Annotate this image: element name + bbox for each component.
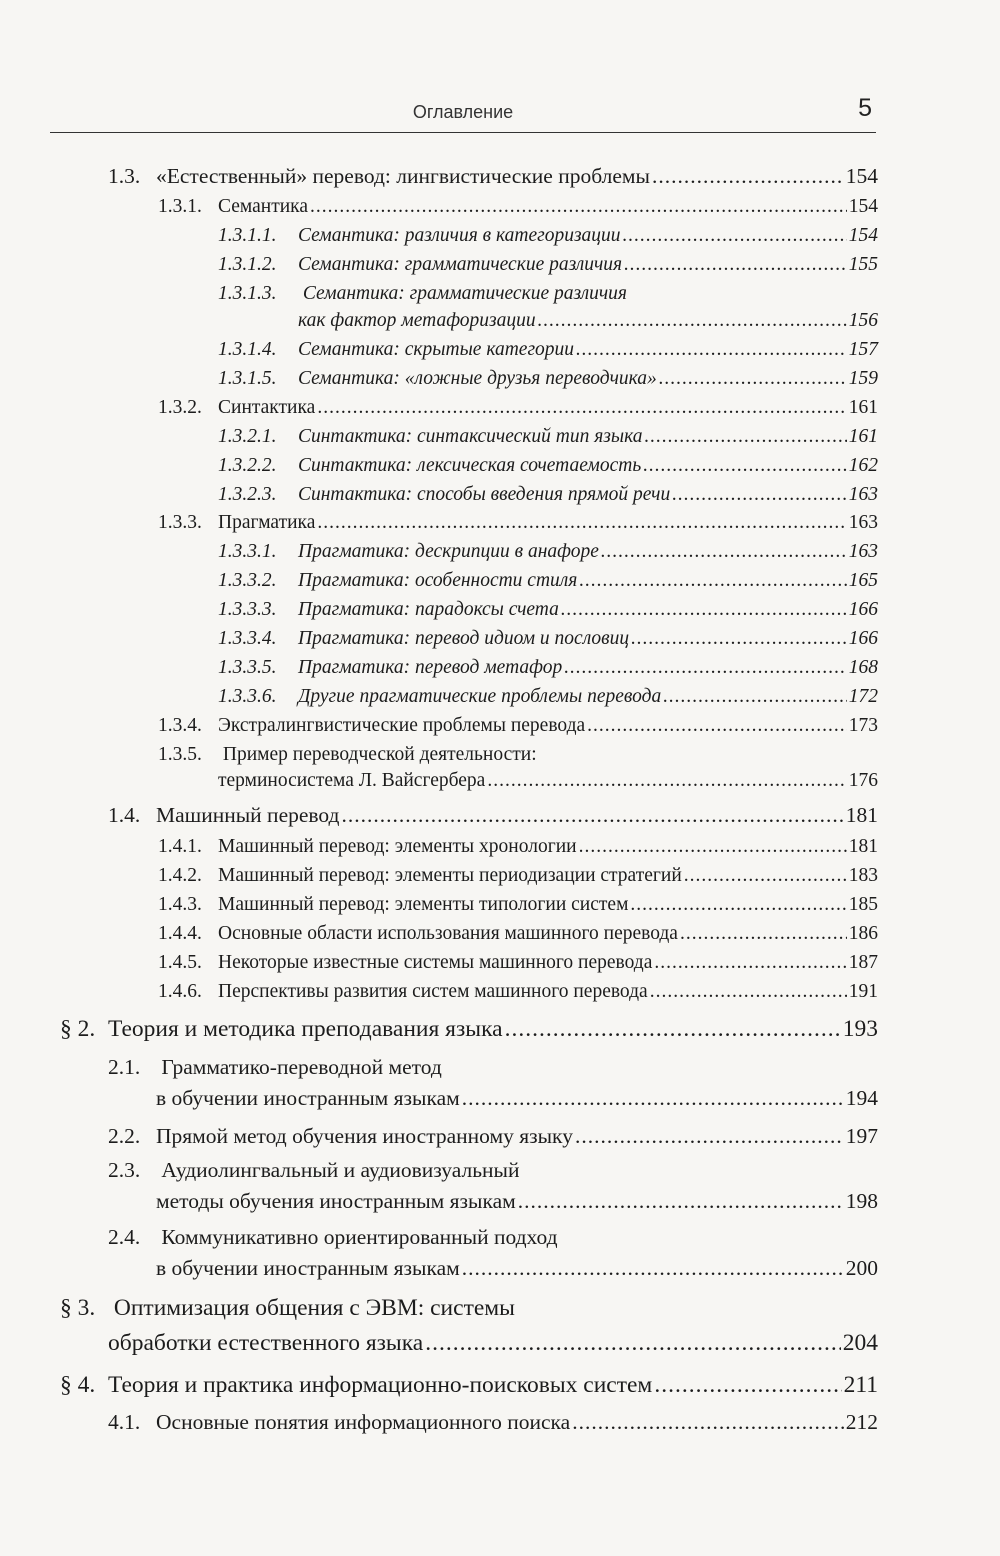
entry-page: 163 (848, 484, 878, 505)
entry-page: 183 (848, 865, 878, 886)
entry-title: Семантика: скрытые категории (298, 339, 575, 360)
page-header (50, 92, 876, 133)
entry-title-continuation: методы обучения иностранным языкам (156, 1189, 516, 1213)
dot-leader (650, 981, 847, 1003)
entry-page: 172 (848, 686, 878, 707)
entry-title-continuation: в обучении иностранным языкам (156, 1086, 460, 1110)
entry-page: 193 (842, 1016, 878, 1042)
toc-entry-first-line[interactable] (60, 1295, 515, 1322)
dot-leader (680, 923, 847, 945)
entry-page: 157 (848, 339, 878, 360)
toc-entry[interactable] (218, 570, 878, 592)
entry-number: 2.3. (108, 1158, 141, 1182)
dot-leader (341, 803, 843, 828)
entry-title: Синтактика: лексическая сочетаемость (298, 455, 642, 476)
dot-leader (644, 426, 846, 448)
dot-leader (654, 952, 846, 974)
dot-leader (572, 1410, 844, 1435)
toc-entry[interactable] (108, 1124, 878, 1149)
entry-title: Оптимизация общения с ЭВМ: системы (113, 1295, 515, 1321)
entry-number: 1.3.1.5. (218, 368, 277, 389)
entry-number: 1.3. (108, 164, 141, 188)
entry-page: 181 (848, 836, 878, 857)
entry-page: 163 (848, 541, 878, 562)
entry-number: 1.3.1.3. (218, 283, 277, 304)
toc-entry[interactable] (218, 426, 878, 448)
entry-number: 1.3.2.1. (218, 426, 277, 447)
dot-leader (672, 484, 847, 506)
toc-entry[interactable] (158, 512, 878, 534)
entry-number: 1.3.5. (158, 744, 202, 765)
dot-leader (601, 541, 847, 563)
entry-page: 154 (848, 225, 878, 246)
entry-title: Семантика (218, 196, 308, 217)
entry-title: Аудиолингвальный и аудиовизуальный (161, 1158, 520, 1182)
entry-page: 197 (845, 1124, 878, 1148)
entry-page: 173 (848, 715, 878, 736)
entry-number: § 4. (60, 1372, 96, 1398)
entry-title: Синтактика (218, 397, 316, 418)
toc-entry[interactable] (156, 1256, 878, 1281)
toc-entry[interactable] (60, 1372, 878, 1399)
toc-entry[interactable] (218, 599, 878, 621)
entry-title: Теория и методика преподавания языка (108, 1016, 503, 1042)
dot-leader (462, 1256, 844, 1281)
toc-entry[interactable] (108, 1410, 878, 1435)
entry-title: Прагматика: дескрипции в анафоре (298, 541, 599, 562)
dot-leader (630, 894, 846, 916)
toc-entry[interactable] (108, 803, 878, 828)
entry-title: Синтактика: способы введения прямой речи (298, 484, 671, 505)
dot-leader (659, 368, 847, 390)
entry-number: 1.4.5. (158, 952, 202, 973)
entry-number: 1.4. (108, 803, 141, 827)
toc-entry[interactable] (108, 1330, 878, 1357)
entry-title: Машинный перевод: элементы хронологии (218, 836, 577, 857)
toc-entry[interactable] (158, 715, 878, 737)
entry-title: Семантика: «ложные друзья переводчика» (298, 368, 657, 389)
entry-page: 176 (848, 770, 878, 791)
entry-page: 211 (843, 1372, 878, 1398)
toc-entry[interactable] (158, 836, 878, 858)
toc-entry[interactable] (298, 310, 878, 332)
dot-leader (564, 657, 847, 679)
dot-leader (579, 570, 846, 592)
dot-leader (643, 455, 847, 477)
entry-title-continuation: терминосистема Л. Вайсгербера (218, 770, 486, 791)
toc-entry[interactable] (218, 628, 878, 650)
entry-number: 1.3.3.2. (218, 570, 277, 591)
entry-page: 154 (845, 164, 878, 188)
entry-page: 187 (848, 952, 878, 973)
entry-number: 1.3.3.3. (218, 599, 277, 620)
dot-leader (684, 865, 847, 887)
entry-page: 159 (848, 368, 878, 389)
running-title: Оглавление (412, 102, 514, 122)
toc-entry[interactable] (158, 397, 878, 419)
entry-title: Некоторые известные системы машинного перевода (218, 952, 653, 973)
entry-page: 204 (842, 1330, 878, 1356)
entry-number: 1.3.3.5. (218, 657, 277, 678)
entry-title: Прагматика (218, 512, 316, 533)
dot-leader (575, 1124, 844, 1149)
dot-leader (624, 254, 847, 276)
entry-title: Экстралингвистические проблемы перевода (218, 715, 586, 736)
entry-number: 1.3.1.2. (218, 254, 277, 275)
entry-page: 200 (845, 1256, 878, 1280)
entry-title: «Естественный» перевод: лингвистические проблемы (156, 164, 650, 188)
entry-page: 186 (848, 923, 878, 944)
entry-page: 166 (848, 628, 878, 649)
entry-number: 1.3.3.4. (218, 628, 277, 649)
entry-page: 185 (848, 894, 878, 915)
entry-title: Грамматико-переводной метод (161, 1055, 442, 1079)
toc-entry[interactable] (156, 1189, 878, 1214)
toc-entry[interactable] (158, 196, 878, 218)
entry-page: 168 (848, 657, 878, 678)
entry-page: 212 (845, 1410, 878, 1434)
entry-page: 165 (848, 570, 878, 591)
toc-entry-first-line[interactable] (218, 283, 627, 305)
entry-title: Машинный перевод: элементы периодизации стратегий (218, 865, 682, 886)
entry-title: Машинный перевод (156, 803, 340, 827)
dot-leader (587, 715, 847, 737)
entry-title: Синтактика: синтаксический тип языка (298, 426, 643, 447)
entry-title: Машинный перевод: элементы типологии систем (218, 894, 629, 915)
entry-number: 1.3.1.4. (218, 339, 277, 360)
toc-entry[interactable] (158, 923, 878, 945)
entry-number: 2.1. (108, 1055, 141, 1079)
entry-number: 1.3.3.6. (218, 686, 277, 707)
entry-page: 163 (848, 512, 878, 533)
entry-page: 194 (845, 1086, 878, 1110)
toc-entry[interactable] (218, 770, 878, 792)
entry-title: Прагматика: перевод идиом и пословиц (298, 628, 630, 649)
entry-number: 1.4.4. (158, 923, 202, 944)
dot-leader (623, 225, 847, 247)
entry-title: Семантика: различия в категоризации (298, 225, 621, 246)
entry-title: Теория и практика информационно-поисковых систем (108, 1372, 653, 1398)
entry-number: 1.4.1. (158, 836, 202, 857)
entry-title: Семантика: грамматические различия (302, 283, 627, 304)
entry-page: 166 (848, 599, 878, 620)
entry-number: 2.2. (108, 1124, 141, 1148)
entry-title: Прагматика: парадоксы счета (298, 599, 559, 620)
entry-number: 1.3.3.1. (218, 541, 277, 562)
entry-number: 1.4.6. (158, 981, 202, 1002)
toc-entry[interactable] (156, 1086, 878, 1111)
toc-entry[interactable] (218, 339, 878, 361)
dot-leader (652, 164, 844, 189)
entry-number: 1.3.2. (158, 397, 202, 418)
dot-leader (663, 686, 847, 708)
toc-entry[interactable] (158, 952, 878, 974)
toc-entry-first-line[interactable] (108, 1158, 519, 1183)
toc-entry[interactable] (108, 164, 878, 189)
entry-number: 1.3.1. (158, 196, 202, 217)
toc-entry[interactable] (218, 455, 878, 477)
toc-entry[interactable] (218, 254, 878, 276)
dot-leader (518, 1189, 844, 1214)
toc-entry[interactable] (218, 541, 878, 563)
dot-leader (654, 1372, 841, 1399)
toc-entry[interactable] (60, 1016, 878, 1043)
toc-entry[interactable] (218, 484, 878, 506)
dot-leader (462, 1086, 844, 1111)
dot-leader (317, 512, 846, 534)
toc-entry[interactable] (218, 368, 878, 390)
entry-number: § 2. (60, 1016, 96, 1042)
dot-leader (505, 1016, 841, 1043)
entry-number: 1.4.2. (158, 865, 202, 886)
entry-title: Прагматика: особенности стиля (298, 570, 578, 591)
entry-page: 161 (848, 426, 878, 447)
entry-title: Коммуникативно ориентированный подход (161, 1225, 558, 1249)
entry-number: 1.4.3. (158, 894, 202, 915)
entry-title: Перспективы развития систем машинного перевода (218, 981, 648, 1002)
dot-leader (487, 770, 846, 792)
page-number: 5 (858, 94, 872, 122)
entry-page: 155 (848, 254, 878, 275)
entry-page: 198 (845, 1189, 878, 1213)
entry-number: 1.3.2.3. (218, 484, 277, 505)
entry-title: Прагматика: перевод метафор (298, 657, 563, 678)
entry-page: 181 (845, 803, 878, 827)
entry-number: 4.1. (108, 1410, 141, 1434)
dot-leader (631, 628, 847, 650)
entry-number: § 3. (60, 1295, 96, 1321)
entry-page: 161 (848, 397, 878, 418)
dot-leader (425, 1330, 841, 1357)
dot-leader (579, 836, 847, 858)
dot-leader (561, 599, 847, 621)
toc-entry-first-line[interactable] (108, 1055, 442, 1080)
entry-number: 1.3.1.1. (218, 225, 277, 246)
entry-title: Основные области использования машинного перевода (218, 923, 678, 944)
entry-number: 2.4. (108, 1225, 141, 1249)
entry-number: 1.3.4. (158, 715, 202, 736)
toc-entry[interactable] (158, 894, 878, 916)
entry-title-continuation: как фактор метафоризации (298, 310, 536, 331)
dot-leader (317, 397, 846, 419)
entry-title: Семантика: грамматические различия (298, 254, 623, 275)
toc-entry[interactable] (218, 686, 878, 708)
entry-title: Основные понятия информационного поиска (156, 1410, 571, 1434)
toc-entry[interactable] (158, 865, 878, 887)
entry-title: Прямой метод обучения иностранному языку (156, 1124, 573, 1148)
entry-page: 191 (848, 981, 878, 1002)
entry-title-continuation: обработки естественного языка (108, 1330, 424, 1356)
dot-leader (576, 339, 847, 361)
dot-leader (310, 196, 847, 218)
toc-entry-first-line[interactable] (158, 744, 537, 766)
toc-entry[interactable] (218, 657, 878, 679)
entry-page: 156 (848, 310, 878, 331)
toc-entry[interactable] (218, 225, 878, 247)
toc-entry[interactable] (158, 981, 878, 1003)
toc-entry-first-line[interactable] (108, 1225, 558, 1250)
entry-title: Пример переводческой деятельности: (222, 744, 537, 765)
entry-title: Другие прагматические проблемы перевода (298, 686, 662, 707)
entry-number: 1.3.2.2. (218, 455, 277, 476)
dot-leader (538, 310, 847, 332)
entry-number: 1.3.3. (158, 512, 202, 533)
entry-title-continuation: в обучении иностранным языкам (156, 1256, 460, 1280)
entry-page: 154 (848, 196, 878, 217)
entry-page: 162 (848, 455, 878, 476)
